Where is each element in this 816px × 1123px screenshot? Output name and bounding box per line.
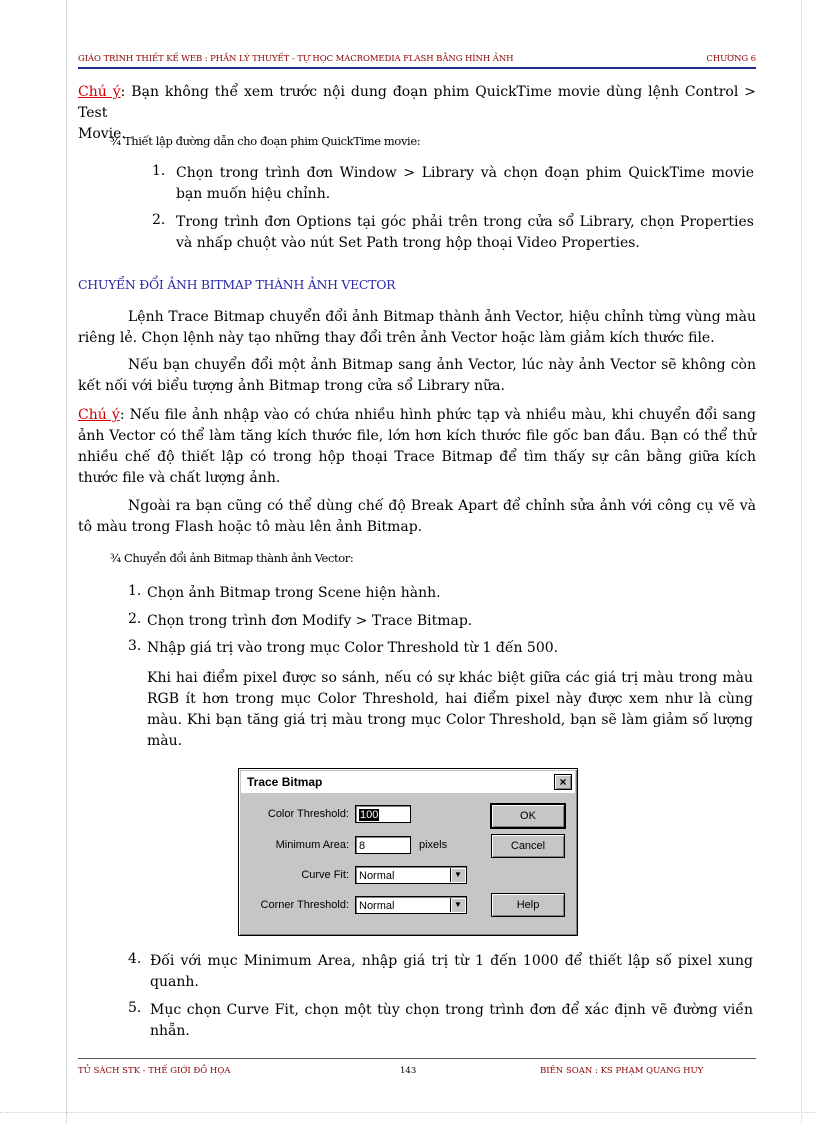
step-number: 2.: [128, 611, 142, 627]
chevron-down-icon[interactable]: ▼: [450, 898, 465, 912]
trace-bitmap-dialog: [238, 768, 578, 936]
chapter-label: CHƯƠNG 6: [706, 54, 756, 64]
curve-fit-value: Normal: [359, 870, 395, 882]
paragraph: Lệnh Trace Bitmap chuyển đổi ảnh Bitmap thành ảnh Vector, hiệu chỉnh từng vùng màu riêng lẻ. Chọn lệnh này tạo những thay đổi trên ảnh Vector hoặc làm giảm kích thước file.: [78, 309, 756, 346]
minimum-area-label: Minimum Area:: [275, 839, 349, 851]
step-text: Đối với mục Minimum Area, nhập giá trị từ 1 đến 1000 để thiết lập số pixel xung quanh.: [150, 953, 753, 990]
chevron-down-icon[interactable]: ▼: [450, 868, 465, 882]
right-margin-guide: [801, 0, 802, 1123]
step-text: Trong trình đơn Options tại góc phải trên trong cửa sổ Library, chọn Properties và nhấp chuột vào nút Set Path trong hộp thoại Video Properties.: [176, 214, 754, 251]
bottom-margin-guide: [0, 1112, 816, 1113]
close-icon[interactable]: ×: [554, 774, 572, 790]
help-button[interactable]: Help: [491, 893, 565, 917]
step-number: 2.: [152, 212, 166, 228]
note-label: Chú ý: [78, 84, 121, 100]
step-text: Mục chọn Curve Fit, chọn một tùy chọn trong trình đơn để xác định vẽ đường viền nhẵn.: [150, 1002, 753, 1039]
note-text-cont: Movie.: [78, 126, 126, 142]
step-number: 1.: [128, 583, 142, 599]
note-text: : Nếu file ảnh nhập vào có chứa nhiều hình phức tạp và nhiều màu, khi chuyển đổi sang ảnh Vector có thể làm tăng kích thước file, lớn hơn kích thước file gốc ban đầu. Bạn có thể thử nhiều chế độ thiết lập có trong hộp thoại Trace Bitmap để tìm thấy sự cân bằng giữa kích thước file và chất lượng ảnh.: [78, 407, 756, 486]
step-number: 4.: [128, 951, 142, 967]
step-text: Chọn ảnh Bitmap trong Scene hiện hành.: [147, 585, 441, 601]
footer-rule: [78, 1058, 756, 1059]
note-2: [78, 405, 756, 489]
corner-threshold-value: Normal: [359, 900, 395, 912]
step-number: 1.: [152, 163, 166, 179]
note-label: Chú ý: [78, 407, 120, 423]
color-threshold-value: 100: [360, 809, 379, 821]
paragraph: Ngoài ra bạn cũng có thể dùng chế độ Break Apart để chỉnh sửa ảnh với công cụ vẽ và tô màu trong Flash hoặc tô màu lên ảnh Bitmap.: [78, 498, 756, 535]
dialog-title: Trace Bitmap: [247, 775, 323, 789]
header-title: GIÁO TRÌNH THIẾT KẾ WEB : PHẦN LÝ THUYẾT - TỰ HỌC MACROMEDIA FLASH BẰNG HÌNH ẢNH: [78, 54, 514, 64]
corner-threshold-label: Corner Threshold:: [260, 899, 349, 911]
ok-button[interactable]: OK: [491, 804, 565, 828]
paragraph: Nếu bạn chuyển đổi một ảnh Bitmap sang ảnh Vector, lúc này ảnh Vector sẽ không còn kết nối với biểu tượng ảnh Bitmap trong cửa sổ Library nữa.: [78, 357, 756, 394]
corner-threshold-select[interactable]: [355, 896, 467, 914]
step-number: 5.: [128, 1000, 142, 1016]
subheading-convert: ¾ Chuyển đổi ảnh Bitmap thành ảnh Vector:: [110, 551, 354, 565]
curve-fit-select[interactable]: [355, 866, 467, 884]
note-text: : Bạn không thể xem trước nội dung đoạn phim QuickTime movie dùng lệnh Control > Test: [78, 84, 756, 121]
minimum-area-input[interactable]: 8: [355, 836, 411, 854]
page-number: 143: [400, 1066, 417, 1076]
section-title: CHUYỂN ĐỔI ẢNH BITMAP THÀNH ẢNH VECTOR: [78, 277, 396, 292]
step-number: 3.: [128, 638, 142, 654]
left-margin-guide: [66, 0, 67, 1123]
step-text: Nhập giá trị vào trong mục Color Threshold từ 1 đến 500.: [147, 640, 559, 656]
step-text: Chọn trong trình đơn Modify > Trace Bitmap.: [147, 613, 473, 629]
dialog-title-bar: [241, 771, 575, 793]
page-header: [78, 54, 756, 64]
step-text: Chọn trong trình đơn Window > Library và chọn đoạn phim QuickTime movie bạn muốn hiệu chỉnh.: [176, 165, 754, 202]
color-threshold-input[interactable]: [355, 805, 411, 823]
footer-left: TỦ SÁCH STK - THẾ GIỚI ĐỒ HỌA: [78, 1066, 231, 1076]
cancel-button[interactable]: Cancel: [491, 834, 565, 858]
subheading-quicktime-path: ¾ Thiết lập đường dẫn cho đoạn phim QuickTime movie:: [110, 134, 421, 148]
step-detail: Khi hai điểm pixel được so sánh, nếu có sự khác biệt giữa các giá trị màu trong màu RGB ít hơn trong mục Color Threshold, hai điểm pixel này được xem như là cùng màu. Khi bạn tăng giá trị màu trong mục Color Threshold, bạn sẽ làm giảm số lượng màu.: [147, 670, 753, 749]
curve-fit-label: Curve Fit:: [301, 869, 349, 881]
pixels-unit-label: pixels: [419, 839, 448, 851]
color-threshold-label: Color Threshold:: [267, 808, 349, 820]
header-rule: [78, 67, 756, 69]
footer-right: BIÊN SOẠN : KS PHẠM QUANG HUY: [540, 1066, 704, 1076]
